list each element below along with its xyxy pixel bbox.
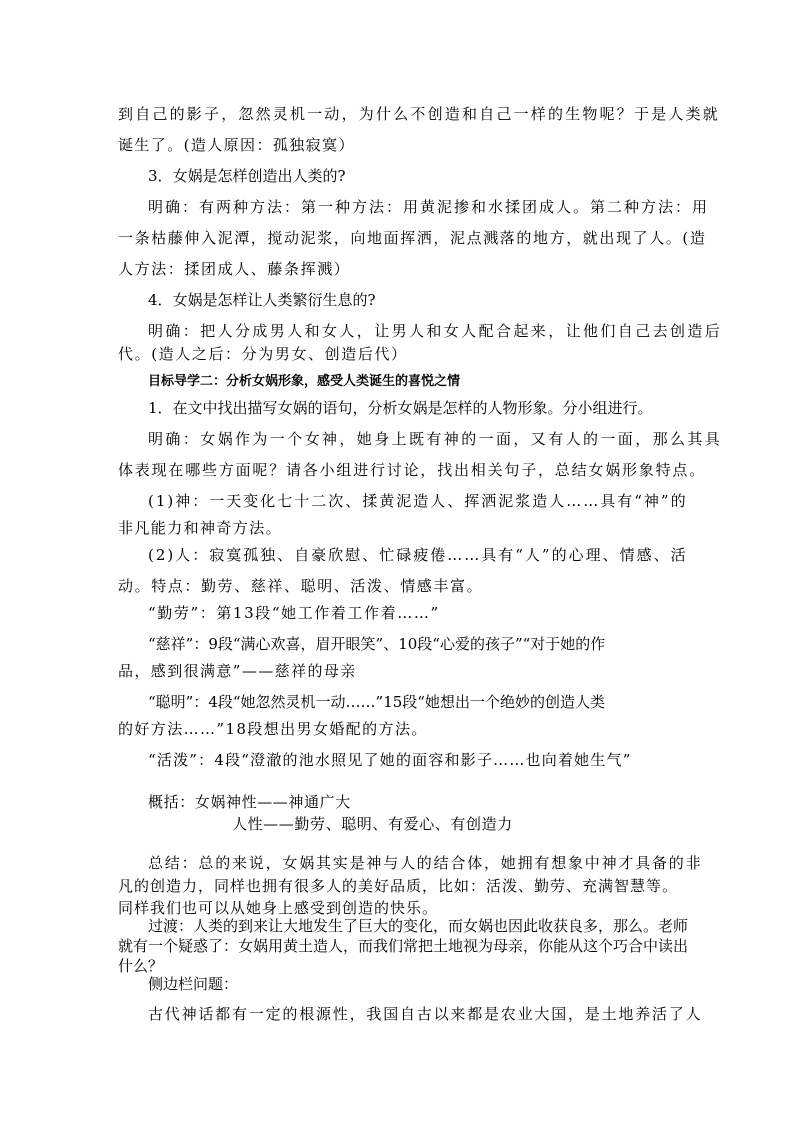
heading-question-3: 3．女娲是怎样创造出人类的?	[148, 167, 346, 185]
text-line: 侧边栏问题：	[148, 975, 239, 993]
text-line: 的好方法……”18段想出男女婚配的方法。	[118, 720, 428, 738]
text-line: “活泼”：4段“澄澈的池水照见了她的面容和影子……也向着她生气”	[148, 751, 632, 769]
text-line: 明确：女娲作为一个女神，她身上既有神的一面，又有人的一面，那么其具	[148, 430, 723, 448]
text-line: (2)人：寂寞孤独、自豪欣慰、忙碌疲倦……具有“人”的心理、情感、活	[148, 546, 688, 564]
text-line: “勤劳”：第13段“她工作着工作着……”	[148, 604, 440, 622]
text-line: “慈祥”：9段“满心欢喜，眉开眼笑”、10段“心爱的孩子”“对于她的作	[148, 635, 606, 653]
text-line: 一条枯藤伸入泥潭，搅动泥浆，向地面挥洒，泥点溅落的地方，就出现了人。(造	[118, 229, 707, 247]
summary-line: 人性——勤劳、聪明、有爱心、有创造力	[232, 815, 513, 833]
text-line: 同样我们也可以从她身上感受到创造的快乐。	[118, 899, 439, 917]
text-line: (1)神：一天变化七十二次、揉黄泥造人、挥洒泥浆造人……具有“神”的	[148, 492, 688, 510]
text-line: 人方法：揉团成人、藤条挥溅）	[118, 260, 351, 278]
text-line: 非凡能力和神奇方法。	[118, 519, 283, 537]
text-line: 总结：总的来说，女娲其实是神与人的结合体，她拥有想象中神才具备的非	[148, 854, 703, 872]
text-line: 诞生了。(造人原因：孤独寂寞）	[118, 136, 355, 154]
section-heading: 目标导学二：分析女娲形象，感受人类诞生的喜悦之情	[148, 374, 461, 389]
text-line: 明确：把人分成男人和女人，让男人和女人配合起来，让他们自己去创造后	[148, 322, 723, 340]
text-line: 动。特点：勤劳、慈祥、聪明、活泼、情感丰富。	[118, 577, 484, 595]
text-line: 过渡：人类的到来让大地发生了巨大的变化，而女娲也因此收获良多，那么。老师	[148, 917, 689, 935]
text-line: “聪明”：4段“她忽然灵机一动……”15段“她想出一个绝妙的创造人类	[148, 693, 605, 711]
text-line: 1．在文中找出描写女娲的语句，分析女娲是怎样的人物形象。分小组进行。	[148, 399, 653, 417]
text-line: 体表现在哪些方面呢？请各小组进行讨论，找出相关句子，总结女娲形象特点。	[118, 461, 707, 479]
text-line: 到自己的影子，忽然灵机一动，为什么不创造和自己一样的生物呢？于是人类就	[118, 105, 721, 123]
text-line: 古代神话都有一定的根源性，我国自古以来都是农业大国，是土地养活了人	[148, 1005, 703, 1023]
text-line: 什么？	[118, 957, 164, 975]
summary-line: 概括：女娲神性——神通广大	[148, 793, 351, 811]
text-line: 凡的创造力，同样也拥有很多人的美好品质，比如：活泼、勤劳、充满智慧等。	[118, 877, 679, 895]
heading-question-4: 4．女娲是怎样让人类繁衍生息的?	[148, 291, 376, 309]
text-line: 代。(造人之后：分为男女、创造后代）	[118, 345, 408, 363]
text-line: 就有一个疑惑了：女娲用黄土造人，而我们常把土地视为母亲，你能从这个巧合中读出	[118, 937, 689, 955]
text-line: 明确：有两种方法：第一种方法：用黄泥掺和水揉团成人。第二种方法：用	[148, 198, 710, 216]
text-line: 品，感到很满意”——慈祥的母亲	[118, 662, 357, 680]
